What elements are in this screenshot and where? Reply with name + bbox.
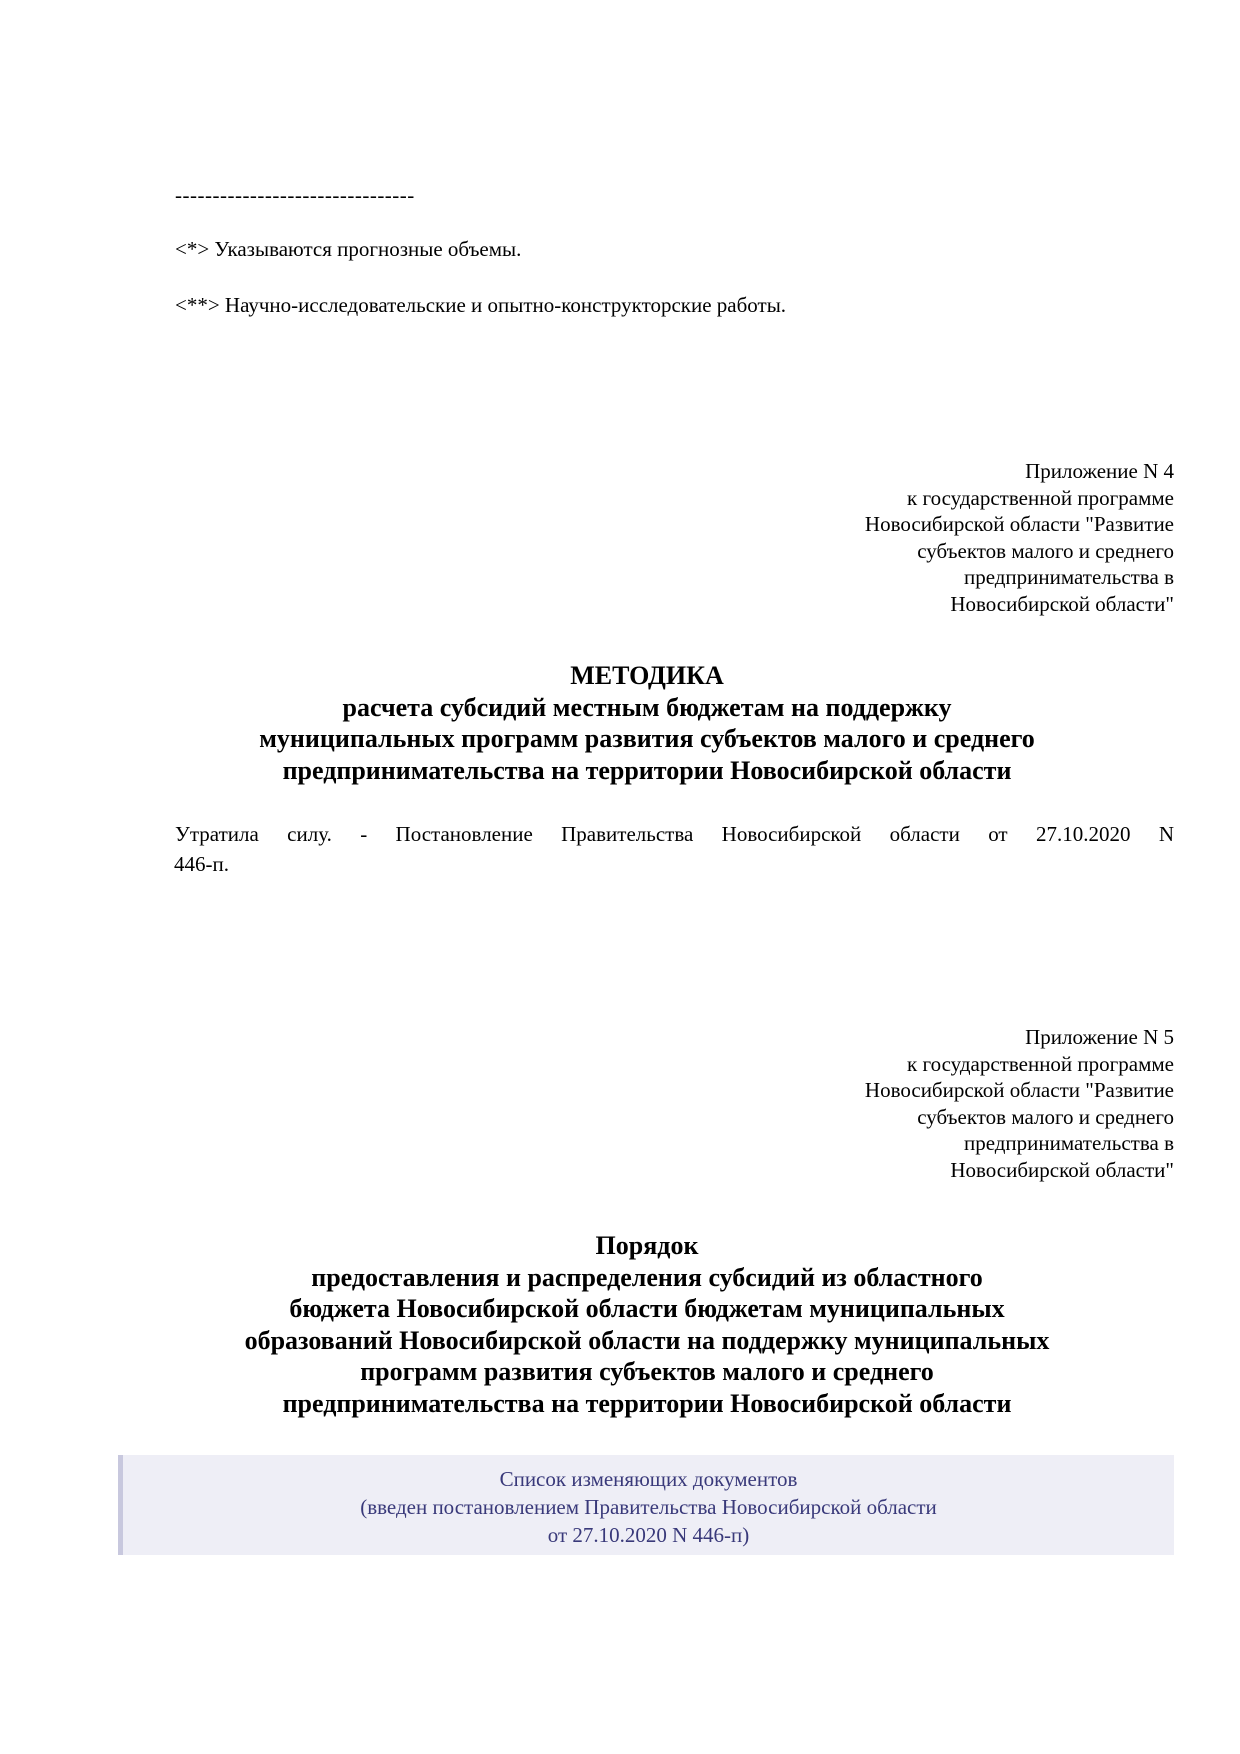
appendix-5-line: к государственной программе bbox=[907, 1051, 1174, 1076]
methodology-subtitle-line: расчета субсидий местным бюджетам на поддержку bbox=[342, 692, 952, 722]
appendix-4-line: Приложение N 4 bbox=[1025, 459, 1174, 483]
procedure-title: Порядок bbox=[595, 1231, 699, 1260]
methodology-subtitle-line: предпринимательства на территории Новосибирской области bbox=[282, 755, 1012, 785]
procedure-heading bbox=[120, 1230, 1174, 1419]
footnote-forecast-volumes: <*> Указываются прогнозные объемы. bbox=[175, 237, 522, 261]
appendix-4-line: Новосибирской области" bbox=[950, 591, 1174, 616]
footnote-separator: -------------------------------- bbox=[175, 183, 415, 207]
methodology-subtitle-line: муниципальных программ развития субъектов малого и среднего bbox=[259, 724, 1035, 753]
appendix-4-line: к государственной программе bbox=[907, 485, 1174, 510]
changing-documents-line: (введен постановлением Правительства Новосибирской области bbox=[360, 1495, 937, 1519]
methodology-heading bbox=[120, 660, 1174, 786]
appendix-4-line: предпринимательства в bbox=[963, 565, 1174, 590]
appendix-4-line: субъектов малого и среднего bbox=[917, 538, 1174, 563]
appendix-4-header bbox=[674, 458, 1174, 618]
appendix-5-header bbox=[674, 1024, 1174, 1184]
repeal-note bbox=[175, 819, 1174, 879]
appendix-5-line: предпринимательства в bbox=[963, 1131, 1174, 1156]
procedure-subtitle-line: предпринимательства на территории Новосибирской области bbox=[282, 1388, 1012, 1418]
footnote-rnd-works: <**> Научно-исследовательские и опытно-конструкторские работы. bbox=[175, 293, 787, 317]
changing-documents-box bbox=[118, 1455, 1174, 1555]
repeal-note-line: 446-п. bbox=[174, 852, 229, 876]
appendix-5-line: Новосибирской области" bbox=[950, 1157, 1174, 1182]
changing-documents-line: Список изменяющих документов bbox=[499, 1467, 798, 1491]
appendix-5-line: Приложение N 5 bbox=[1025, 1025, 1174, 1049]
methodology-title: МЕТОДИКА bbox=[570, 661, 724, 690]
appendix-5-line: Новосибирской области "Развитие bbox=[864, 1078, 1174, 1103]
procedure-subtitle-line: программ развития субъектов малого и среднего bbox=[360, 1357, 934, 1386]
procedure-subtitle-line: бюджета Новосибирской области бюджетам муниципальных bbox=[289, 1294, 1005, 1323]
procedure-subtitle-line: образований Новосибирской области на поддержку муниципальных bbox=[244, 1325, 1050, 1355]
repeal-note-line: Утратила силу. - Постановление Правительства Новосибирской области от 27.10.2020 N bbox=[175, 822, 1174, 846]
appendix-5-line: субъектов малого и среднего bbox=[917, 1104, 1174, 1129]
appendix-4-line: Новосибирской области "Развитие bbox=[864, 512, 1174, 537]
procedure-subtitle-line: предоставления и распределения субсидий из областного bbox=[311, 1262, 983, 1292]
changing-documents-line: от 27.10.2020 N 446-п) bbox=[547, 1523, 750, 1547]
